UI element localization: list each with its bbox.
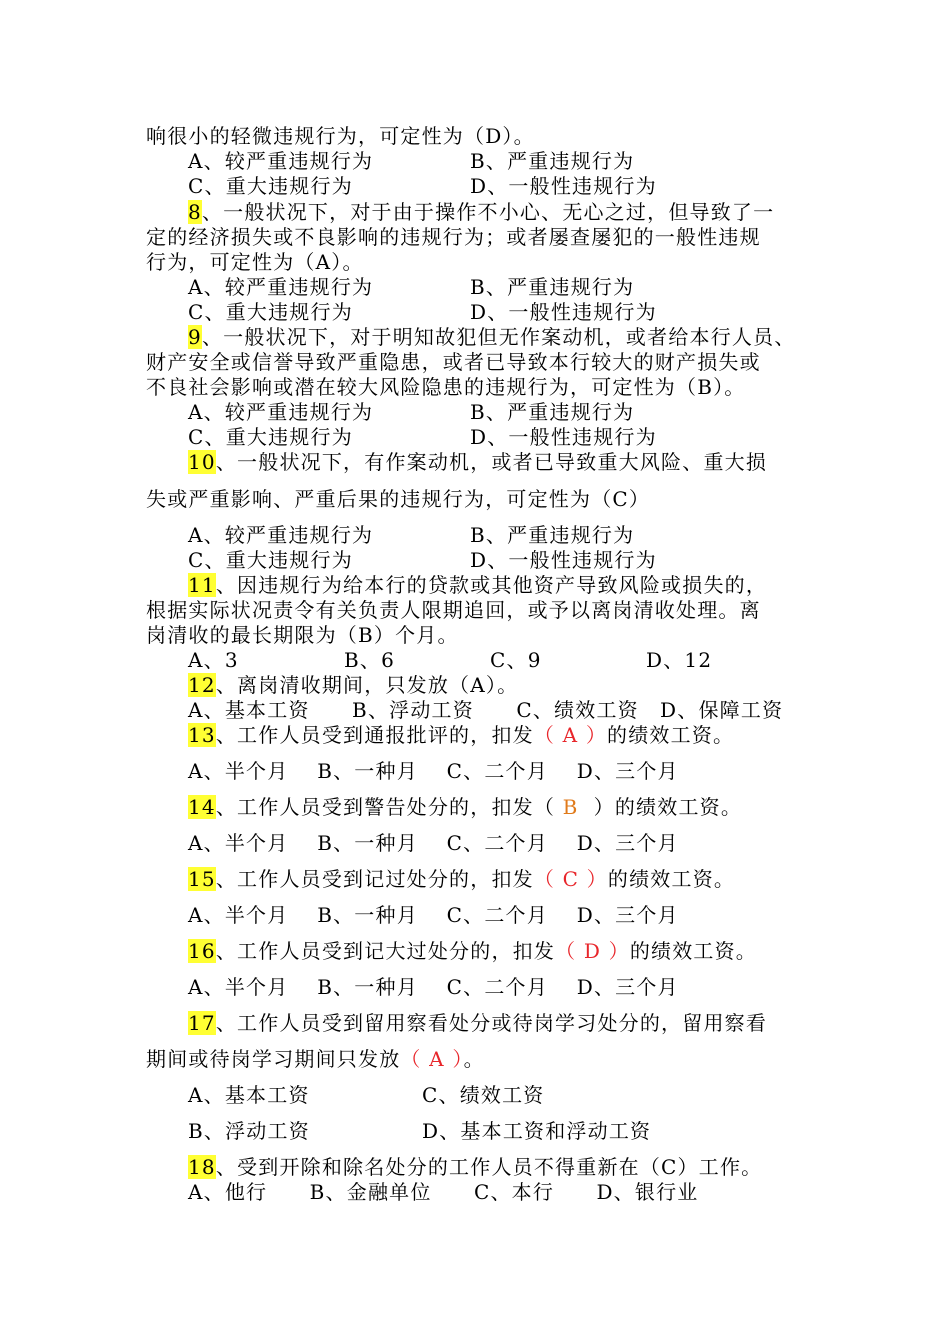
line-text: 、离岗清收期间，只发放（A）。 [215, 673, 519, 697]
line-text: A、较严重违规行为 [188, 523, 374, 547]
text-line [146, 598, 761, 622]
line-text: A、3 [188, 648, 239, 672]
line-text: D、一般性违规行为 [470, 425, 657, 449]
line-text: 。 [463, 1047, 485, 1071]
text-line [470, 523, 634, 547]
question-number: 16 [188, 939, 216, 963]
line-text: 、一般状况下，对于由于操作不小心、无心之过，但导致了一 [201, 200, 775, 224]
text-line [344, 648, 395, 672]
text-line [188, 1119, 310, 1143]
line-text: A、半个月 B、一种月 C、二个月 D、三个月 [188, 975, 679, 999]
line-text: ）的绩效工资。 [578, 795, 743, 819]
question-number: 14 [188, 795, 216, 819]
text-line [188, 698, 783, 722]
line-text: B、严重违规行为 [470, 400, 635, 424]
text-line [490, 648, 542, 672]
answer-mark: （ C ） [533, 867, 608, 891]
line-text: 定的经济损失或不良影响的违规行为；或者屡查屡犯的一般性违规 [146, 225, 761, 249]
line-text: 的绩效工资。 [607, 723, 735, 747]
question-number: 17 [188, 1011, 216, 1035]
question-number: 11 [188, 573, 216, 597]
text-line [646, 648, 712, 672]
line-text: 根据实际状况责令有关负责人限期追回，或予以离岗清收处理。离 [146, 598, 761, 622]
text-line [146, 1047, 485, 1071]
text-line [188, 1011, 767, 1035]
line-text: 、一般状况下，有作案动机，或者已导致重大风险、重大损 [215, 450, 768, 474]
text-line [470, 300, 657, 324]
text-line [146, 375, 746, 399]
line-text: B、严重违规行为 [470, 149, 635, 173]
text-line [188, 1180, 698, 1204]
answer-mark: B [562, 795, 579, 819]
question-number: 15 [188, 867, 216, 891]
line-text: 、因违规行为给本行的贷款或其他资产导致风险或损失的， [215, 573, 768, 597]
line-text: C、重大违规行为 [188, 425, 353, 449]
line-text: 、一般状况下，对于明知故犯但无作案动机，或者给本行人员、 [201, 325, 796, 349]
line-text: D、基本工资和浮动工资 [422, 1119, 652, 1143]
text-line [470, 400, 634, 424]
line-text: B、严重违规行为 [470, 275, 635, 299]
text-line [188, 723, 734, 747]
text-line [188, 1155, 762, 1179]
line-text: D、12 [646, 648, 713, 672]
text-line [188, 300, 353, 324]
line-text: 岗清收的最长期限为（B）个月。 [146, 623, 459, 647]
line-text: 的绩效工资。 [607, 867, 736, 891]
text-line [146, 487, 650, 511]
question-number: 8 [188, 200, 202, 224]
text-line [146, 623, 459, 647]
text-line [188, 867, 735, 891]
line-text: C、重大违规行为 [188, 300, 353, 324]
line-text: A、半个月 B、一种月 C、二个月 D、三个月 [188, 831, 679, 855]
line-text: B、6 [344, 648, 396, 672]
text-line [188, 523, 373, 547]
line-text: C、9 [490, 648, 542, 672]
text-line [188, 573, 767, 597]
text-line [470, 174, 657, 198]
line-text: A、较严重违规行为 [188, 400, 374, 424]
line-text: A、他行 B、金融单位 C、本行 D、银行业 [188, 1180, 699, 1204]
text-line [188, 200, 774, 224]
text-line [422, 1083, 545, 1107]
answer-mark: （ D ） [555, 939, 630, 963]
text-line [188, 149, 373, 173]
line-text: 、受到开除和除名处分的工作人员不得重新在（C）工作。 [215, 1155, 763, 1179]
line-text: A、半个月 B、一种月 C、二个月 D、三个月 [188, 759, 679, 783]
text-line [470, 149, 634, 173]
text-line [188, 759, 679, 783]
question-number: 13 [188, 723, 216, 747]
line-text: B、浮动工资 [188, 1119, 310, 1143]
text-line [146, 250, 364, 274]
line-text: D、一般性违规行为 [470, 548, 657, 572]
line-text: B、严重违规行为 [470, 523, 635, 547]
line-text: D、一般性违规行为 [470, 300, 657, 324]
line-text: A、半个月 B、一种月 C、二个月 D、三个月 [188, 903, 679, 927]
text-line [422, 1119, 651, 1143]
text-line [188, 425, 353, 449]
text-line [470, 425, 657, 449]
text-line [146, 225, 761, 249]
line-text: C、绩效工资 [422, 1083, 545, 1107]
line-text: 不良社会影响或潜在较大风险隐患的违规行为，可定性为（B）。 [146, 375, 746, 399]
line-text: 、工作人员受到警告处分的，扣发（ [215, 795, 563, 819]
text-line [188, 400, 373, 424]
text-line [188, 275, 373, 299]
line-text: 期间或待岗学习期间只发放 [146, 1047, 401, 1071]
text-line [188, 548, 353, 572]
answer-mark: （ A ） [533, 723, 608, 747]
line-text: 、工作人员受到记大过处分的，扣发 [215, 939, 556, 963]
text-line [146, 124, 535, 148]
text-line [188, 450, 767, 474]
line-text: A、基本工资 B、浮动工资 C、绩效工资 D、保障工资 [188, 698, 784, 722]
text-line [188, 174, 353, 198]
text-line [470, 275, 634, 299]
text-line [188, 673, 518, 697]
line-text: A、较严重违规行为 [188, 275, 374, 299]
answer-mark: （ A ） [400, 1047, 464, 1071]
line-text: A、较严重违规行为 [188, 149, 374, 173]
text-line [188, 325, 796, 349]
line-text: 、工作人员受到通报批评的，扣发 [215, 723, 534, 747]
line-text: 失或严重影响、严重后果的违规行为，可定性为（C） [146, 487, 651, 511]
question-number: 10 [188, 450, 216, 474]
line-text: 响很小的轻微违规行为，可定性为（D）。 [146, 124, 535, 148]
line-text: 的绩效工资。 [629, 939, 758, 963]
text-line [188, 939, 757, 963]
text-line [188, 648, 239, 672]
text-line [188, 795, 742, 819]
text-line [188, 831, 679, 855]
line-text: C、重大违规行为 [188, 174, 353, 198]
line-text: A、基本工资 [188, 1083, 310, 1107]
line-text: D、一般性违规行为 [470, 174, 657, 198]
text-line [188, 975, 679, 999]
line-text: 、工作人员受到留用察看处分或待岗学习处分的，留用察看 [215, 1011, 768, 1035]
line-text: 财产安全或信誉导致严重隐患，或者已导致本行较大的财产损失或 [146, 350, 761, 374]
text-line [188, 1083, 310, 1107]
text-line [146, 350, 761, 374]
text-line [470, 548, 657, 572]
line-text: 行为，可定性为（A）。 [146, 250, 364, 274]
line-text: 、工作人员受到记过处分的，扣发 [215, 867, 534, 891]
line-text: C、重大违规行为 [188, 548, 353, 572]
question-number: 18 [188, 1155, 216, 1179]
text-line [188, 903, 679, 927]
question-number: 9 [188, 325, 202, 349]
question-number: 12 [188, 673, 216, 697]
